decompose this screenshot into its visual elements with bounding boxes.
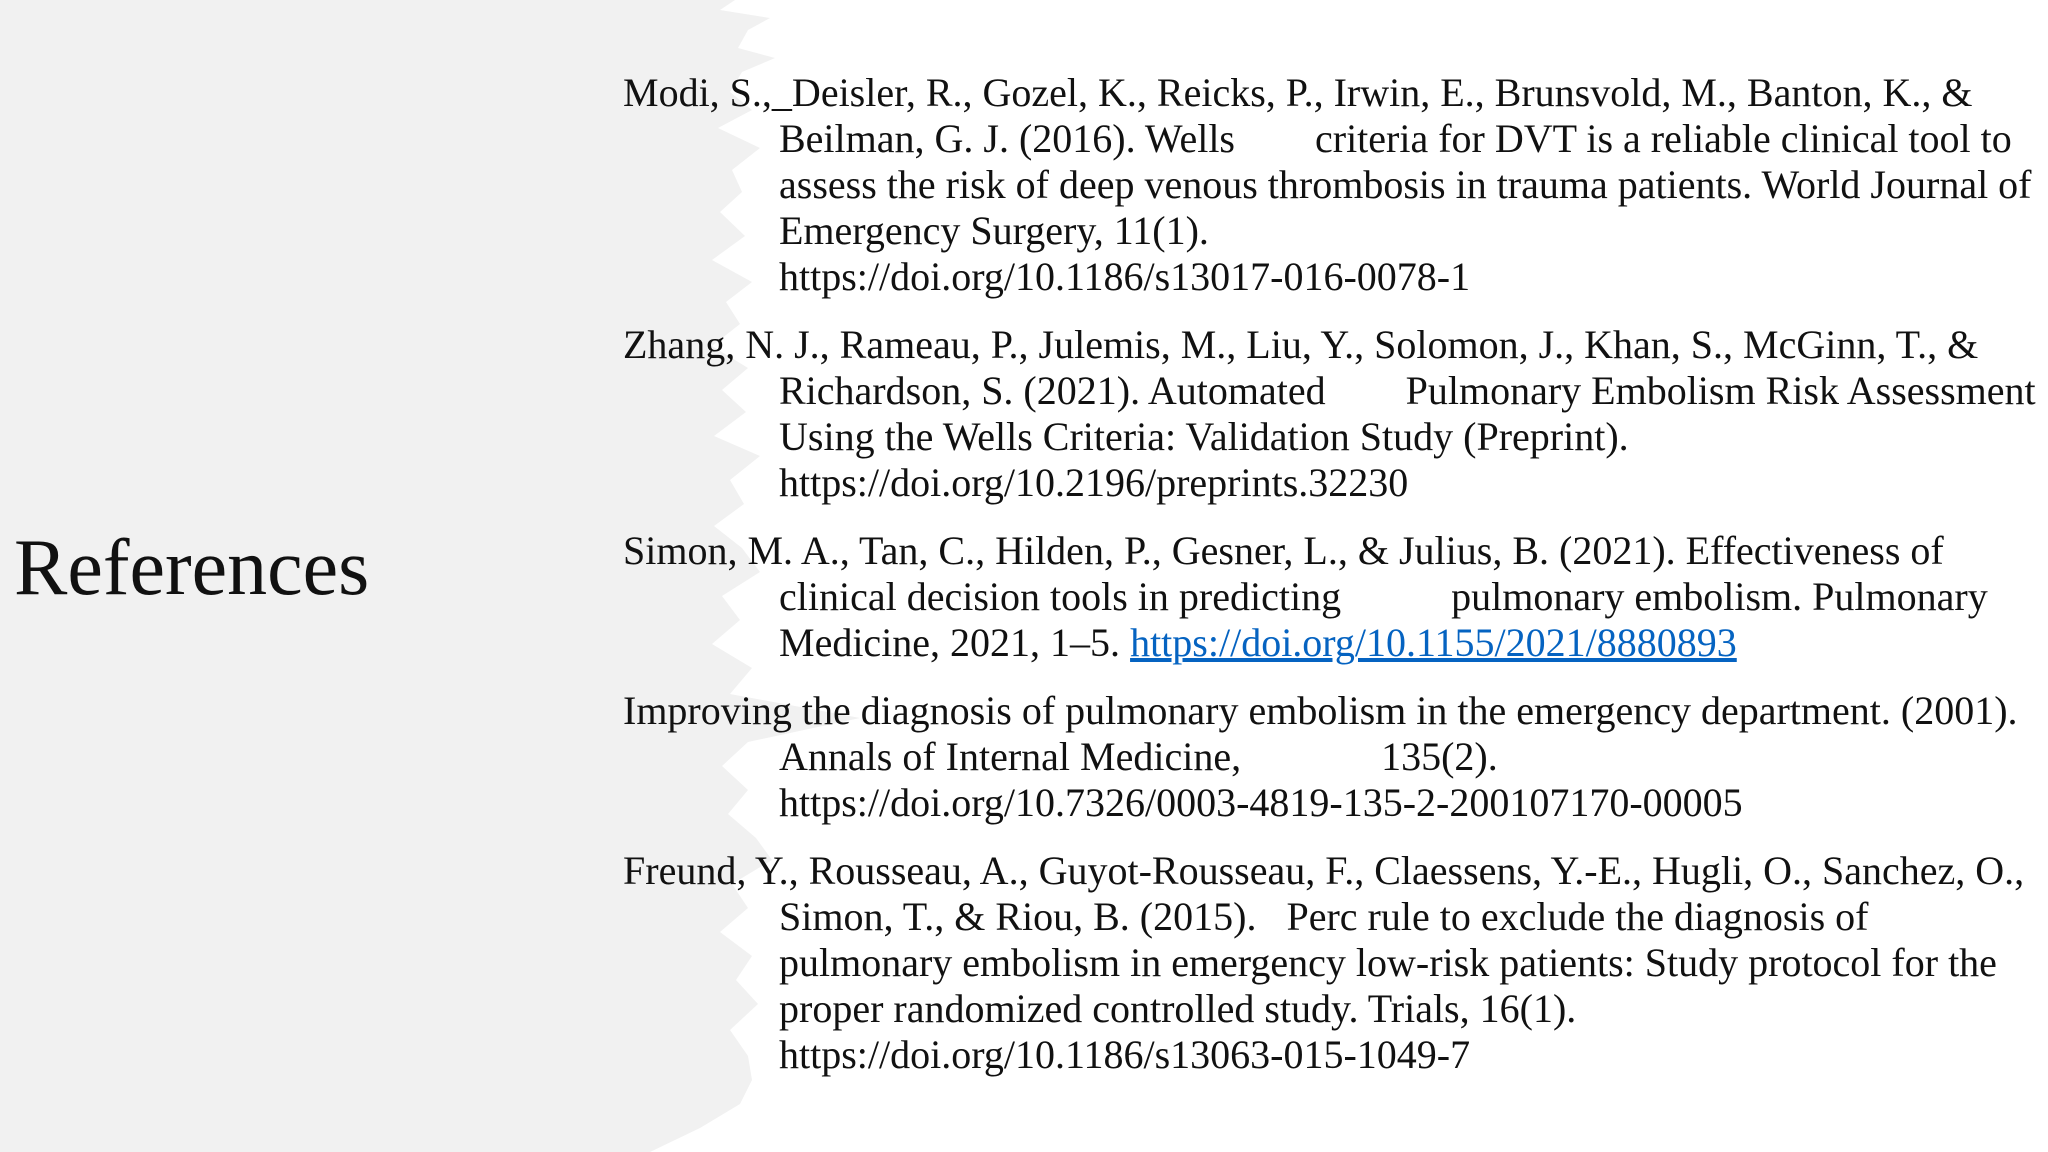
reference-list — [623, 70, 2046, 1100]
reference-entry — [623, 688, 2041, 826]
reference-text: Modi, S.,_Deisler, R., Gozel, K., Reicks, P., Irwin, E., Brunsvold, M., Banton, K., & Beilman, G. J. (2016). Wells criteria for DVT is a reliable clinical tool to assess the risk of deep venous thrombosis in trauma patients. World Journal of Emergency Surgery, 11(1). — [623, 70, 2042, 253]
reference-entry — [623, 528, 2041, 666]
reference-entry — [623, 848, 2041, 1078]
reference-text: Simon, M. A., Tan, C., Hilden, P., Gesner, L., & Julius, B. (2021). Effectiveness of clinical decision tools in predicting pulmonary embolism. Pulmonary Medicine, 2021, 1–5. — [623, 528, 1998, 665]
reference-text: Zhang, N. J., Rameau, P., Julemis, M., Liu, Y., Solomon, J., Khan, S., McGinn, T., & Richardson, S. (2021). Automated Pulmonary Embolism Risk Assessment Using the Wells Criteria: Validation Study (Preprint). — [623, 322, 2046, 459]
reference-doi-link[interactable]: https://doi.org/10.1155/2021/8880893 — [1130, 620, 1737, 665]
page-title: References — [14, 524, 370, 612]
reference-doi: https://doi.org/10.1186/s13017-016-0078-1 — [779, 254, 1471, 299]
reference-entry — [623, 322, 2046, 506]
reference-doi: https://doi.org/10.2196/preprints.32230 — [779, 460, 1409, 505]
reference-entry — [623, 70, 2041, 300]
reference-text: Freund, Y., Rousseau, A., Guyot-Rousseau, F., Claessens, Y.-E., Hugli, O., Sanchez, O., Simon, T., & Riou, B. (2015). Perc rule to exclude the diagnosis of pulmonary embolism in emergency low-risk patients: Study protocol for the proper randomized controlled study. Trials, 16(1). — [623, 848, 2035, 1031]
reference-doi: https://doi.org/10.7326/0003-4819-135-2-200107170-00005 — [779, 780, 1743, 825]
reference-text: Improving the diagnosis of pulmonary embolism in the emergency department. (2001). Annals of Internal Medicine, 135(2). — [623, 688, 2026, 779]
reference-doi: https://doi.org/10.1186/s13063-015-1049-7 — [779, 1032, 1471, 1077]
